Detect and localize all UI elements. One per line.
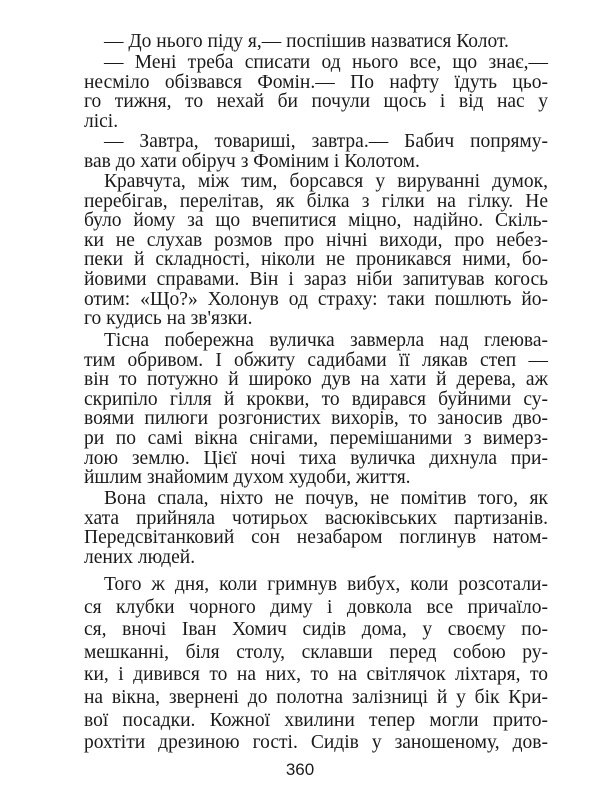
text-line: ся клубки чорного диму і довкола все причаїло- xyxy=(84,596,548,618)
text-line: ри по самі вікна снігами, перемішаними з вимерз- xyxy=(84,427,548,449)
page-number: 360 xyxy=(285,760,315,779)
text-line: тим обривом. І обжиту садибами її лякав степ — xyxy=(84,349,548,371)
text-line: несміло обізвався Фомін.— По нафту їдуть цьо- xyxy=(84,71,548,93)
text-line: скрипіло гілля й крокви, то вдирався буйними су- xyxy=(84,388,548,410)
text-line: Вона спала, ніхто не почув, не помітив того, як xyxy=(104,488,548,509)
text-line: ки, і дивився то на них, то на світлячок ліхтаря, то xyxy=(84,664,548,686)
paragraph xyxy=(84,172,548,329)
text-line: йшлим знайомим духом худоби, життя. xyxy=(84,467,411,489)
text-line: перебігав, перелітав, як білка з гілки на гілку. Не xyxy=(84,190,548,212)
paragraph xyxy=(84,53,548,131)
text-line: Кравчута, між тим, борсався у вируванні думок, xyxy=(104,171,548,192)
text-line: Тісна побережна вуличка завмерла над глеюва- xyxy=(104,330,548,351)
paragraph xyxy=(84,331,548,488)
text-line: мешканні, біля столу, склавши перед собою ру- xyxy=(84,641,548,663)
text-line: ся, вночі Іван Хомич сидів дома, у своєму по- xyxy=(84,619,548,641)
text-line: — Мені треба списати од нього все, що знає,— xyxy=(104,52,548,73)
text-line: Передсвітанковий сон незабаром поглинув натом- xyxy=(84,527,548,549)
paragraph xyxy=(84,132,548,171)
text-line: лісі. xyxy=(84,110,119,132)
text-line: рохтіти дрезиною гості. Сидів у заношеному, дов- xyxy=(84,732,548,754)
text-line: було йому за що вчепитися міцно, надійно. Скіль- xyxy=(84,210,548,232)
text-line: — До нього піду я,— поспішив назватися Колот. xyxy=(104,31,509,52)
paragraph xyxy=(84,489,548,567)
text-line: він то потужно й широко дув на хати й дерева, аж xyxy=(84,369,548,391)
text-line: хата прийняла чотирьох васюківських партизанів. xyxy=(84,507,548,529)
text-line: отим: «Що?» Холонув од страху: таки пошлють йо- xyxy=(84,288,548,310)
text-line: го тижня, то нехай би почули щось і від нас у xyxy=(84,91,548,113)
text-line: вав до хати обіруч з Фоміним і Колотом. xyxy=(84,150,420,172)
text-line: йовими справами. Він і зараз ніби запитував когось xyxy=(84,268,548,290)
text-line: вої посадки. Кожної хвилини тепер могли прито- xyxy=(84,709,548,731)
text-line: на вікна, звернені до полотна залізниці й у бік Кри- xyxy=(84,686,548,708)
text-line: — Завтра, товариші, завтра.— Бабич попряму- xyxy=(104,131,548,152)
text-line: воями пилюги розгонистих вихорів, то заносив дво- xyxy=(84,408,548,430)
paragraph xyxy=(84,32,548,52)
text-line: ки не слухав розмов про нічні виходи, про небез- xyxy=(84,229,548,251)
text-line: Того ж дня, коли гримнув вибух, коли розсотали- xyxy=(104,574,548,595)
text-line: лою землю. Цієї ночі тиха вуличка дихнула при- xyxy=(84,447,548,469)
text-line: лених людей. xyxy=(84,546,196,568)
text-line: го кудись на зв'язки. xyxy=(84,308,253,330)
text-line: пеки й складності, ніколи не проникався ними, бо- xyxy=(84,249,548,271)
paragraph xyxy=(84,574,548,755)
